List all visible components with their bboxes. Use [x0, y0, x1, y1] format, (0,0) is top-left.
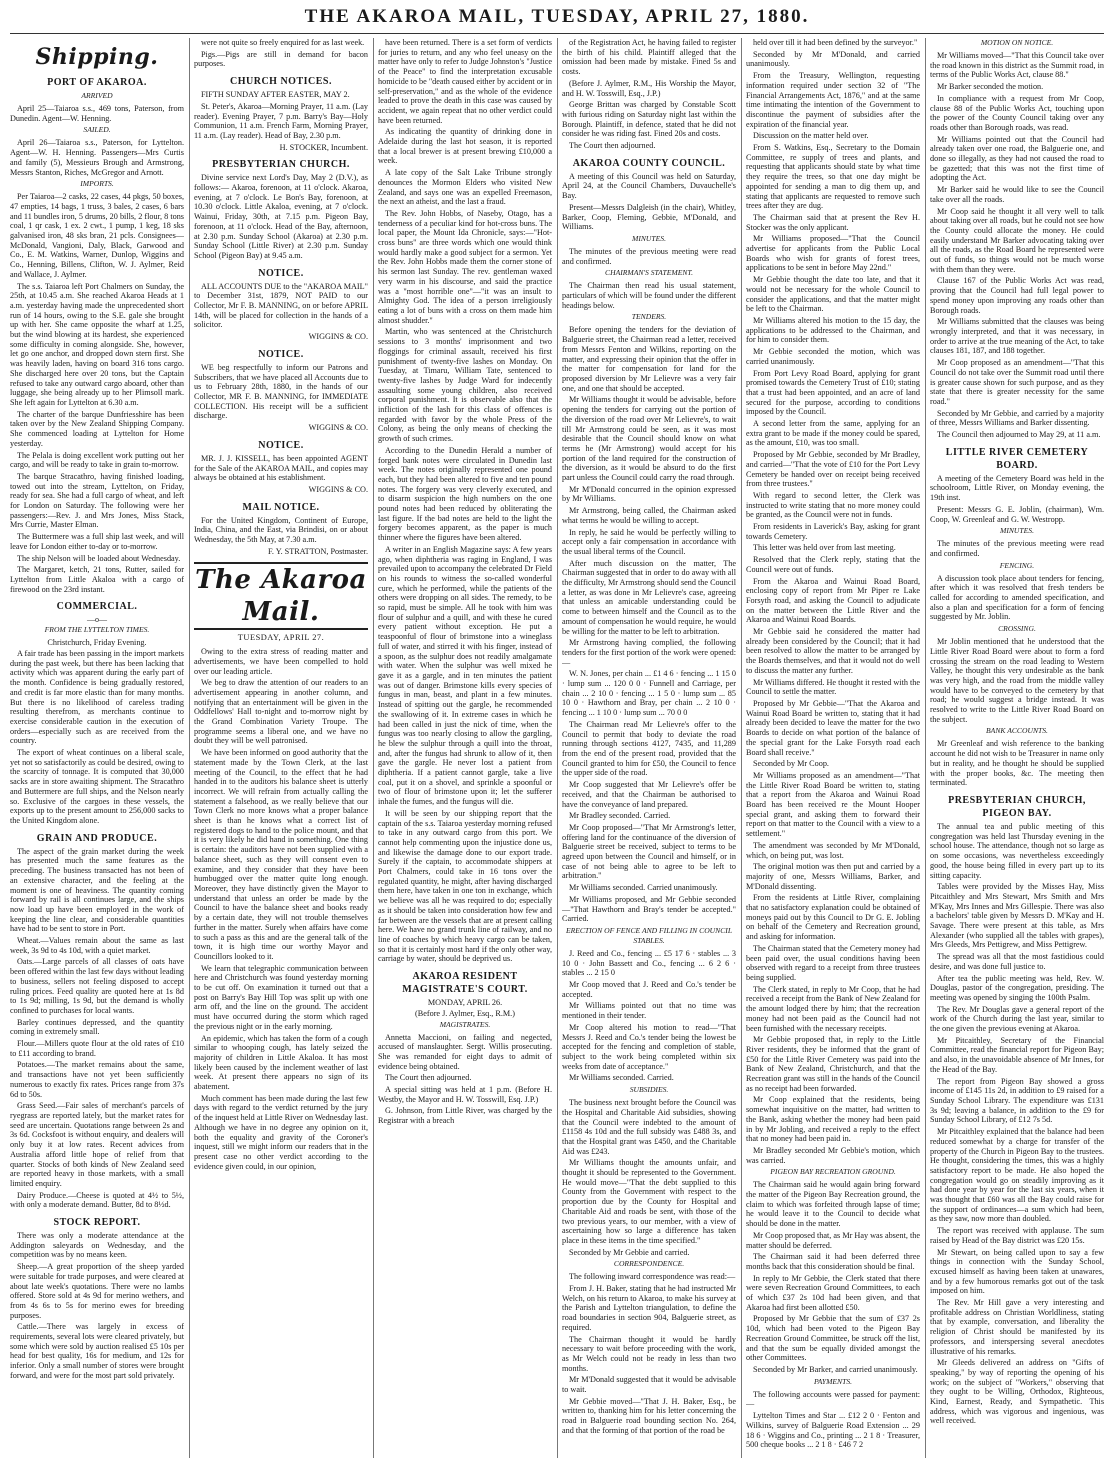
paragraph: The spread was all that the most fastidious could desire, and was done full justice to.	[930, 952, 1104, 971]
paragraph: The report from Pigeon Bay showed a gross income of £145 11s 2d, in addition to £9 raised for a Sunday School Library. The expenditure was £131 3s 9d; leaving a balance, in addition to the £9 for Sunday School Library, of £12 7s 5d.	[930, 1076, 1104, 1125]
paragraph: After much discussion on the matter, The Chairman suggested that in order to do away with all the difficulty, Mr Armstrong should send the Council a letter, as was done in Mr Lelievre's case, agreeing that unless an amicable understanding could be come to between himself and the Council as to the amount of compensation he would require, he would be willing for the matter to be left to arbitration.	[562, 558, 736, 636]
subheading: MAGISTRATES.	[439, 1019, 491, 1029]
paragraph: MR. J. J. KISSELL, has been appointed AGENT for the Sale of the AKAROA MAIL, and copies may always be obtained at his establishment.	[194, 453, 368, 483]
paragraph: George Brittan was charged by Constable Scott with furious riding on Saturday night last within the Borough. Plaintiff, in defence, stated that he did not consider he was riding fast. Fined 20s and costs.	[562, 100, 736, 139]
paragraph: have been returned. There is a set form of verdicts for juries to return, and any who feel uneasy on the matter have only to refer to Judge Johnston's "Justice of the Peace" to find the interpretation excusable homicide to be "death caused either by accident or in self-preservation," and as the whole of the evidence leaded to prove the death in this case was caused by accident, we again repeat that no other verdict could have been returned.	[378, 38, 552, 125]
paragraph: Lyttelton Times and Star ... £12 2 0 · Fenton and Wilkins, survey of Balguerie Road Extension ... 29 18 6 · Wiggins and Co., printing ... 2 1 8 · Treasurer, 500 cheque books ... 2 1 8 · £46 7 2	[746, 1411, 920, 1450]
paragraph: In reply, he said he would be perfectly willing to accept only a fair compensation in accordance with the usual liberal terms of the Council.	[562, 527, 736, 556]
subheading: MINUTES.	[1000, 526, 1034, 536]
paragraph: The report was received with applause. The sum raised by Head of the Bay district was £20 15s.	[930, 1226, 1104, 1245]
paragraph: Grass Seed.—Fair sales of merchant's parcels of ryegrass are reported lately, but the market rates for seed are uncertain. Quotations range between 2s and 3s 6d. Cocksfoot is without enquiry, and dealers will only buy it at low rates. Recent advices from Australia afford little hope of relief from that quarter. Stocks of both kinds of New Zealand seed are reported heavy in those markets, with a small limited enquiry.	[10, 1101, 184, 1188]
paragraph: The ship Nelson will be loaded about Wednesday.	[17, 553, 181, 563]
paragraph: In compliance with a request from Mr Coop, clause 88 of the Public Works Act, touching upon the power of the County Council taking over any roads other than Borough roads, was read.	[930, 93, 1104, 132]
section-heading: PRESBYTERIAN CHURCH.	[212, 159, 350, 171]
paragraph: The following accounts were passed for payment:—	[746, 1389, 920, 1409]
paragraph: Martin, who was sentenced at the Christchurch sessions to 3 months' imprisonment and two floggings for criminal assault, received his first punishment of twenty-five lashes on Monday. On Tuesday, at Timaru, William Tate, sentenced to twenty-five lashes by Judge Ward for indecently assaulting some young children, also received corporal punishment. It is observable also that the infliction of the lash for this class of offences is regarded with favor by the whole Press of the Colony, as being the only means of checking the growth of such crimes.	[378, 327, 552, 444]
column-4	[562, 38, 736, 1458]
paragraph: Mr Coop said he thought it all very well to talk about taking over all roads, but he could not see how the County could allocate the money. He could easily understand Mr Barker advocating taking over all the roads, as the Road Board he represented were out of funds, so things would not be much worse with them than they were.	[930, 206, 1104, 274]
paragraph: Mr M'Donald concurred in the opinion expressed by Mr Williams.	[562, 484, 736, 504]
section-heading: COMMERCIAL.	[56, 601, 138, 613]
newspaper-title: The Akaroa Mail.	[194, 562, 368, 630]
paragraph: Proposed by Mr Gebbie—"That the Akaroa and Wainui Road Board be written to, stating that it had already been decided to leave the matter for the two Boards to decide on what portion of the balance of the special grant for the Lake Forsyth road each Board shall receive."	[746, 699, 920, 757]
paragraph: The annual tea and public meeting of this congregation was held last Thursday evening in the school house. The attendance, though not so large as on some occasions, was nevertheless exceedingly good, the house being filled in every part up to its sitting capacity.	[930, 822, 1104, 880]
subheading: ERECTION OF FENCE AND FILLING IN COUNCIL STABLES.	[565, 925, 733, 945]
paragraph: Before opening the tenders for the deviation of Balguerie street, the Chairman read a letter, received from Messrs Fenton and Wilkins, reporting on the matter, and expressing their opinion that the offer in the matter for compensation for land for the proposed diversion by Mr Lelievre was a very fair one, and one that should be accepted.	[562, 325, 736, 393]
paragraph: Mr Williams thought it would be advisable, before opening the tenders for carrying out the portion of the diversion of the road over Mr Lelievre's, to wait till Mr Armstrong could be seen, as it was most desirable that the Council should know on what terms he (Mr Armstrong) would accept for his portion of the land required for the construction of the diversion, as it would be absurd to do the first part unless the Council could carry the road through.	[562, 395, 736, 483]
paragraph: Mr Coop proposed as an amendment—"That this Council do not take over the Summit road until there is greater cause shown for such purpose, and as they state that there is greater necessity for the same road."	[930, 358, 1104, 406]
subheading: ARRIVED	[81, 91, 113, 100]
paragraph: An epidemic, which has taken the form of a cough similar to whooping cough, has lately seized the majority of children in Little Akaloa. It has most likely been caused by the inclement weather of last week. At present there appears no sign of its abatement.	[194, 1033, 368, 1092]
paragraph: Pigs.—Pigs are still in demand for bacon purposes.	[194, 49, 368, 69]
paragraph: St. Peter's, Akaroa—Morning Prayer, 11 a.m. (Lay reader). Evening Prayer, 7 p.m. Barry's Bay—Holy Communion, 11 a.m. French Farm, Morning Prayer, 11 a.m. (Lay reader). Head of Bay, 2.30 p.m.	[194, 101, 368, 140]
paragraph: Mr Williams moved—"That this Council take over the road known in this district as the Summit road, in terms of the Public Works Act, clause 88."	[930, 51, 1104, 80]
paragraph: A meeting of this Council was held on Saturday, April 24, at the Council Chambers, Duvauchelle's Bay.	[562, 171, 736, 201]
paragraph: From Port Levy Road Board, applying for grant promised towards the Cemetery Trust of £10; stating that a trust had been appointed, and an acre of land secured for the purpose, according to conditions imposed by the Council.	[746, 368, 920, 417]
paragraph: Mr Gebbie moved—"That J. H. Baker, Esq., be written to, thanking him for his letter concerning the road in Balguerie road bounding section No. 264, and that the forming of that portion of the road be	[562, 1396, 736, 1435]
paragraph: The amendment was seconded by Mr M'Donald, which, on being put, was lost.	[746, 840, 920, 860]
paragraph: Mr Coop proposed that, as Mr Hay was absent, the matter should be deferred.	[746, 1230, 920, 1250]
paragraph: A fair trade has been passing in the import markets during the past week, but there has been lacking that activity which was apparent during the early part of the month. Confidence is being gradually restored, and credit is far more elastic than for many months. But there is no likelihood of careless trading resulting therefrom, as merchants continue to exercise considerable caution in the execution of orders—especially such as are received from the country.	[10, 649, 184, 746]
paragraph: A second letter from the same, applying for an extra grant to be made if the money could be spared, as the amount, £10, was too small.	[746, 419, 920, 448]
paragraph: Mr Williams proposed as an amendment—"That the Little River Road Board be written to, stating that a report from the Akaroa and Wainui Road Board has been received re the Mount Hooper special grant, and asking them to forward their report on that matter to the Council with a view to a settlement."	[746, 770, 920, 839]
paragraph: Mr Williams seconded. Carried unanimously.	[569, 883, 718, 893]
section-heading: NOTICE.	[258, 267, 304, 279]
paragraph: Seconded by Mr M'Donald, and carried unanimously.	[746, 49, 920, 69]
paragraph: The Margaret, ketch, 21 tons, Rutter, sailed for Lyttelton from Little Akaloa with a cargo of firewood on the 23rd instant.	[10, 565, 184, 594]
paragraph: Mr Williams pointed out that no time was mentioned in their tender.	[562, 1001, 736, 1021]
column-5	[746, 38, 920, 1458]
paragraph: The Court then adjourned.	[569, 141, 656, 151]
paragraph: The business next brought before the Council was the Hospital and Charitable Aid subsidies, showing that the Council were indebted to the amount of £1158 4s 10d and the full subsidy was £488 3s, and that the Hospital grant was £450, and the Charitable Aid was £243.	[562, 1098, 736, 1156]
paragraph: The Pelala is doing excellent work putting out her cargo, and will be ready to take in grain to-morrow.	[10, 450, 184, 470]
paragraph: Barley continues depressed, and the quantity coming in extremely small.	[10, 1017, 184, 1037]
column-6	[930, 38, 1104, 1458]
paragraph: Present: Messrs G. E. Joblin, (chairman), Wm. Coop, W. Greenleaf and G. W. Westropp.	[930, 504, 1104, 524]
section-heading: AKAROA COUNTY COUNCIL.	[572, 157, 726, 169]
paragraph: Per Taiaroa—2 casks, 22 cases, 44 pkgs, 50 boxes, 47 empties, 14 bags, 1 truss, 3 bales, 2 cases, 6 bars and 11 bundles iron, 5 drums, 20 bills, 2 flour, 8 tons coal, 1 qr cask, 1 ex. 2 cwt., 1 pump, 1 keg, 18 sks galvanised iron, 48 sks bran, 21 pcls. Consignees—McDonald, Vangioni, Daly, Black, Garwood and Co., E. M. Watkins, Warner, Dunlop, Wiggins and Co., Henning, Billens, Clifton, W. J. Aylmer, Reid and Wallace, J. Aylmer.	[10, 192, 184, 279]
paragraph: Mr Williams seconded. Carried.	[569, 1073, 674, 1083]
signature-line: WIGGINS & CO.	[308, 332, 368, 342]
paragraph: Much comment has been made during the last few days with regard to the verdict returned by the jury of the inquest held at Little River on Wednesday last. Although we have in no degree any opinion on it, both the equality and gravity of the Coroner's inquest, still we might inform our readers that in the present case no other verdict according to the evidence given could, in our opinion,	[194, 1093, 368, 1171]
section-heading: PORT OF AKAROA.	[47, 77, 147, 88]
subheading: TENDERS.	[631, 312, 667, 322]
section-heading: PRESBYTERIAN CHURCH, PIGEON BAY.	[948, 795, 1086, 819]
paragraph: This letter was held over from last meeting.	[753, 543, 896, 553]
paragraph: Clause 167 of the Public Works Act was read, proving that the Council had full legal power to spend money upon improving any roads other than Borough roads.	[930, 276, 1104, 315]
paragraph: Mr Williams pointed out that the Council had already taken over one road, the Balguerie one, and done so illegally, as they had not caused the road to be gazetted; that this was not the first time of adopting the Act.	[930, 134, 1104, 183]
centered-line: (Before J. Aylmer, Esq., R.M.)	[415, 1008, 515, 1018]
subheading: IMPORTS.	[80, 179, 114, 189]
subheading: SUBSIDIES.	[629, 1085, 669, 1095]
paragraph: J. Reed and Co., fencing ... £5 17 6 · stables ... 3 10 0 · John Bassett and Co., fencing ... 6 2 6 · stables ... 2 15 0	[562, 948, 736, 978]
paragraph: The charter of the barque Dunfriesshire has been taken over by the New Zealand Shipping Company. She commenced loading at Lyttelton for Home yesterday.	[10, 409, 184, 448]
subheading: BANK ACCOUNTS.	[986, 726, 1048, 736]
paragraph: Mr Williams altered his motion to the 15 day, the applications to be addressed to the Chairman, and for him to consider them.	[746, 315, 920, 345]
paragraph: Present—Messrs Dalgleish (in the chair), Whitley, Barker, Coop, Fleming, Gebbie, M'Donald, and Williams.	[562, 202, 736, 232]
paragraph: We learn that telegraphic communication between here and Christchurch was found yesterday morning to be cut off. On examination it turned out that a post on Barry's Bay Hill Top was split up with one arm off, and the line on the ground. The accident must have occurred during the storm which raged the previous night or in the early morning.	[194, 963, 368, 1031]
paragraph: Divine service next Lord's Day, May 2 (D.V.), as follows:— Akaroa, forenoon, at 11 o'clock. Akaroa, evening, at 7 o'clock. Le Bon's Bay, forenoon, at 10.30 o'clock. Little Akaloa, evening, at 7 o'clock. Wainui, Friday, 30th, at 7.15 p.m. Pigeon Bay, forenoon, at 11 o'clock. Head of the Bay, afternoon, at 2.30 p.m. Sunday School (Akaroa) at 2.30 p.m. Sunday School (Little River) at 2.30 p.m. Sunday School (Pigeon Bay) at 9.45 a.m.	[194, 173, 368, 260]
paragraph: Mr Bradley seconded Mr Gebbie's motion, which was carried.	[746, 1145, 920, 1165]
issue-date: TUESDAY, APRIL 27.	[237, 633, 325, 643]
paragraph: Mr Armstrong having complied, the following tenders for the first portion of the work were opened:—	[562, 638, 736, 667]
paragraph: Flour.—Millers quote flour at the old rates of £10 to £11 according to brand.	[10, 1039, 184, 1058]
column-2	[194, 38, 368, 1458]
paragraph: The Rev. John Hobbs, of Naseby, Otago, has a tenderness of a peculiar kind for hot-cross buns. The local paper, the Mount Ida Chronicle, says:—"Hot-cross buns" are three words which one would think would hardly make a good subject for a sermon. Yet the Rev. John Hobbs made them the corner stone of his sermon last Sunday. The rev. gentleman waxed very warm in his discourse, and said the practice was a "most horrible one"—"it was an insult to Almighty God. The idea of a person irreligiously eating a lot of buns with a cross on them made him almost shudder."	[378, 208, 552, 325]
paragraph: According to the Dunedin Herald a number of forged bank notes were circulated in Dunedin last week. The notes originally represented one pound each, but they had been altered to five and ten pound notes. The forgery was very cleverly executed, and to disarm suspicion the high numbers on the one pound notes had been reduced by obliterating the last figure. If the bad notes are held to the light the forgery becomes apparent, as the paper is much thinner where the figures have been altered.	[378, 445, 552, 543]
paragraph: The Chairman then read his usual statement, particulars of which will be found under the different headings below.	[562, 281, 736, 310]
paragraph: Resolved that the Clerk reply, stating that the Council were out of funds.	[746, 555, 920, 574]
paragraph: Mr Joblin mentioned that he understood that the Little River Road Board were about to form a ford crossing the stream on the road leading to Western Valley, he thought this very undesirable as the bank was very high, and the road from the middle valley would have to be conveyed to the cemetery by that road; he would suggest a bridge instead. It was resolved to write to the Little River Road Board on the subject.	[930, 637, 1104, 724]
centered-line: MONDAY, APRIL 26.	[427, 998, 503, 1008]
paragraph: Mr Greenleaf and wish reference to the banking account he did not wish to be Treasurer in name only but in reality, and he thought he should be supplied with the proper books, &c. The meeting then terminated.	[930, 739, 1104, 788]
paragraph: The Chairman said he would again bring forward the matter of the Pigeon Bay Recreation ground, the claim to which was forfeited through lapse of time; he would leave it to the Council to decide what should be done in the matter.	[746, 1180, 920, 1229]
subheading: FENCING.	[999, 560, 1035, 570]
paragraph: The Chairman read Mr Lelievre's offer to the Council to permit that body to deviate the road running through sections 4127, 7435, and 11,289 from the end of the present road, provided that the Council granted to him for £50, the Council to fence the upper side of the road.	[562, 719, 736, 778]
section-heading: CHURCH NOTICES.	[230, 76, 332, 88]
paragraph: Owing to the extra stress of reading matter and advertisements, we have been compelled to hold over our leading article.	[194, 647, 368, 676]
paragraph: G. Johnson, from Little River, was charged by the Registrar with a breach	[378, 1106, 552, 1126]
paragraph: Mr Williams proposed—"That the Council advertise for applicants from the Public Local Boards who wish for grants of forest trees, applications to be sent in before May 22nd."	[746, 234, 920, 273]
subheading: MINUTES.	[632, 233, 666, 243]
paragraph: Mr Gleeds delivered an address on "Gifts of speaking," by way of reporting the opening of his work; on the subject of "Workers," observing that they ought to be Willing, Orthodox, Righteous, Kind, Earnest, Ready, and Sympathetic. This address, which was vigorous and ingenious, was well received.	[930, 1358, 1104, 1426]
paragraph: Potatoes.—The market remains about the same, and transactions have not yet been sufficiently numerous to exactly fix rates. Prices range from 37s 6d to 50s.	[10, 1060, 184, 1099]
paragraph: From J. H. Baker, stating that he had instructed Mr Welch, on his return to Akaroa, to make his survey at the Parish and Lyttelton triangulation, to define the road boundaries in section 904, Balguerie street, as required.	[562, 1284, 736, 1332]
paragraph: The Chairman said it had been deferred three months back that this consideration should be final.	[746, 1252, 920, 1271]
paragraph: Mr Gebbie thought the date too late, and that it would not be necessary for the whole Council to consider the applications, and that the matter might be left to the Chairman.	[746, 275, 920, 314]
paragraph: There was only a moderate attendance at the Addington saleyards on Wednesday, and the competition was by no means keen.	[10, 1231, 184, 1260]
paragraph: We beg to draw the attention of our readers to an advertisement appearing in another column, and notifying that an entertainment will be given in the Oddfellows' Hall to-night and to-morrow night by the Grand Combination Variety Troupe. The programme seems a liberal one, and we have no doubt they will be well patronised.	[194, 678, 368, 746]
paragraph: The Clerk stated, in reply to Mr Coop, that he had received a receipt from the Bank of New Zealand for the amount lodged there by him; that the recreation money had not been paid as the Council had not been furnished with the necessary receipts.	[746, 984, 920, 1033]
paragraph: Tables were provided by the Misses Hay, Miss Pitcaithley and Mrs Stewart, Mrs Smith and Mrs M'Kay, Mrs Innes and Mrs Gillespie. There was also a bachelors' table given by Messrs D. M'Kay and H. Savage. There were present at this table, as Mrs Alexander (who supplied all the tables with grapes), Mrs Gleeds, Mrs Pettigrew, and Miss Pettigrew.	[930, 882, 1104, 950]
section-heading: AKAROA RESIDENT MAGISTRATE'S COURT.	[402, 971, 528, 996]
subheading: SAILED.	[83, 125, 111, 135]
paragraph: April 25—Taiaroa s.s., 469 tons, Paterson, from Dunedin. Agent—W. Henning.	[10, 104, 184, 123]
paragraph: W. N. Jones, per chain ... £1 4 6 · fencing ... 1 15 0 · lump sum ... 120 0 0 · Funnell and Carriage, per chain ... 2 10 0 · fencing ... 1 5 0 · lump sum ... 85 10 0 · Hawthorn and Bray, per chain ... 2 10 0 · fencing ... 1 10 0 · lump sum ... 70 0 0	[562, 669, 736, 718]
paragraph: held over till it had been defined by the surveyor."	[753, 38, 918, 47]
paragraph: Seconded by Mr Gebbie and carried.	[569, 1247, 690, 1257]
paragraph: A writer in an English Magazine says: A few years ago, when diphtheria was raging in England, I was prevailed upon to accompany the celebrated Dr Field on his rounds to witness the so-called wonderful cure, which he performed, while the patients of the others were dropping on all sides. The remedy, to be so rapid, must be simple. All he took with him was flour of sulphur and a quill, and with these he cured every patient without exception. He put a teaspoonful of flour of brimstone into a wineglass full of water, and stirred it with his finger, instead of a spoon, as the sulphur does not readily amalgamate with water. When the sulphur was well mixed he gave it as a gargle, and in ten minutes the patient was out of danger. Brimstone kills every species of fungus in man, beast, and plant in a few minutes. Instead of spitting out the gargle, he recommended the swallowing of it. In extreme cases in which he had been called in just the nick of time, when the fungus was too nearly closing to allow the gargling, he blew the sulphur through a quill into the throat, and, after the fungus had shrunk to allow of it, then gave the gargle. He never lost a patient from diphtheria. If a patient cannot gargle, take a live coal, put it on a shovel, and sprinkle a spoonful or two of flour of brimstone upon it; let the sufferer inhale the fumes, and the fungus will die.	[378, 544, 552, 807]
paragraph: For the United Kingdom, Continent of Europe, India, China, and the East, via Brindisi, on or about Wednesday, the 5th May, at 7.30 a.m.	[194, 515, 368, 545]
column-3	[378, 38, 552, 1458]
paragraph: Proposed by Mr Gebbie that the sum of £37 2s 10d, which had been voted to the Pigeon Bay Recreation Ground Committee, be struck off the list, and that the sum be equally divided amongst the other Committees.	[746, 1314, 920, 1363]
paragraph: From the Treasury, Wellington, requesting information required under section 32 of "The Financial Arrangements Act, 1876," and at the same time intimating the intention of the Government to discontinue the payment of subsidies after the expiration of the financial year.	[746, 71, 920, 129]
paragraph: Seconded by Mr Gebbie, and carried by a majority of three, Messrs Williams and Barker dissenting.	[930, 408, 1104, 428]
paragraph: A late copy of the Salt Lake Tribune strongly denounces the Mormon Elders who visited New Zealand, and says one was an expelled Freemason, the next an atheist, and the last a fraud.	[378, 168, 552, 207]
paragraph: After tea the public meeting was held, Rev. W. Douglas, pastor of the congregation, presiding. The meeting was opened by singing the 100th Psalm.	[930, 973, 1104, 1002]
paragraph: Proposed by Mr Gebbie, seconded by Mr Bradley, and carried—"That the vote of £10 for the Port Levy Cemetery be handed over on receipt being received from three trustees."	[746, 450, 920, 489]
section-heading: GRAIN AND PRODUCE.	[36, 832, 158, 844]
paragraph: From S. Watkins, Esq., Secretary to the Domain Committee, re supply of trees and plants, and requesting that applicants should state by what time they require the trees, so that one day might be appointed for sending a man to dig them up, and stating that applicants are requested to remove such trees after they are dug.	[746, 143, 920, 211]
paragraph: Mr Gebbie said he considered the matter had already been considered by the Council; that it had been resolved to allow the matter to be arranged by the Boards themselves, and that it would not do well to discuss the matter any further.	[746, 627, 920, 675]
paragraph: The aspect of the grain market during the week has presented much the same features as the preceding. The business transacted has not been of an extensive character, and the feeling at the moment is one of heaviness. The quantity coming forward by rail is all continues large, and the ships now load up have been employed in the work of keeping the line clear, and considerable quantities have had to be sent to store in Port.	[10, 846, 184, 934]
subheading: CROSSING.	[998, 624, 1036, 634]
section-heading: Shipping.	[35, 44, 159, 70]
paragraph: The Buttermere was a full ship last week, and will leave for London either to-day or to-morrow.	[10, 532, 184, 551]
paragraph: Seconded by Mr Coop.	[753, 759, 829, 769]
paragraph: The export of wheat continues on a liberal scale, yet not so satisfactorily as could be desired, owing to the scarcity of tonnage. It is computed that 30,000 sacks are in store awaiting shipment. The Stracathro and Buttermere are full ships, and the Nelson nearly so. Exclusive of the cargoes in these vessels, the exports up to the present amount to 256,000 sacks to the United Kingdom alone.	[10, 748, 184, 825]
section-heading: MAIL NOTICE.	[242, 501, 320, 513]
paragraph: of the Registration Act, he having failed to register the birth of his child. Plaintiff alleged that the omission had been made by mistake. Fined 5s and costs.	[562, 38, 736, 77]
paragraph: Mr Coop suggested that Mr Lelievre's offer be received, and that the Chairman be authorised to have the conveyance of land prepared.	[562, 780, 736, 809]
paragraph: Mr Pitcaithley explained that the balance had been reduced somewhat by a charge for transfer of the property of the Church in Pigeon Bay to the trustees. He thought, considering the times, this was a highly satisfactory report to be made. He also hoped the congregation would go on steadily improving as it had done year by year for the last six years, when it was thought that £60 was all the Bay could raise for the support of ordinances—a sum which had been, as they saw, now more than doubled.	[930, 1127, 1104, 1224]
paragraph: Mr Coop proposed—"That Mr Armstrong's letter, offering land for the continuance of the diversion of Balguerie street be received, subject to terms to be agreed upon between the Council and himself, or in case of not being able to agree to be left to arbitration."	[562, 822, 736, 881]
signature-line: WIGGINS & CO.	[308, 423, 368, 433]
paragraph: Dairy Produce.—Cheese is quoted at 4½ to 5½, with only a moderate demand. Butter, 8d to 8½d.	[10, 1190, 184, 1210]
signature-line: F. Y. STRATTON, Postmaster.	[268, 546, 368, 556]
paragraph: Mr Williams differed. He thought it rested with the Council to settle the matter.	[746, 677, 920, 697]
paragraph: Mr M'Donald suggested that it would be advisable to wait.	[562, 1375, 736, 1395]
paragraph: The Rev. Mr Douglas gave a general report of the work of the Church during the last year, similar to the one given the previous evening at Akaroa.	[930, 1004, 1104, 1034]
paragraph: Oats.—Large parcels of all classes of oats have been offered within the last few days without leading to business, sellers not feeling disposed to accept ruling prices. Feed quality are quoted here at 1s 8d to 1s 9d; milling, 1s 9d, but the demand is wholly confined to purchases for local wants.	[10, 957, 184, 1015]
paragraph: Mr Coop altered his motion to read—"That Messrs J. Reed and Co.'s tender being the lowest be accepted for the fencing and completion of stable, subject to the work being completed within six weeks from date of acceptance."	[562, 1022, 736, 1071]
paragraph: Mr Gebbie proposed that, in reply to the Little River residents, they be informed that the grant of £50 for the Little River Cemetery was paid into the Bank of New Zealand, Christchurch, and that the Recreation grant was still in the hands of the Council as no receipt had been forwarded.	[746, 1035, 920, 1093]
subheading: PIGEON BAY RECREATION GROUND.	[770, 1167, 896, 1177]
paragraph: ALL ACCOUNTS DUE to the "AKAROA MAIL" to December 31st, 1879, NOT PAID to our Collector, Mr F. B. MANNING, on or before APRIL 14th, will be placed for collection in the hands of a solicitor.	[194, 281, 368, 330]
section-heading: NOTICE.	[258, 439, 304, 451]
masthead-rule	[10, 33, 1104, 34]
subheading: FROM THE LYTTELTON TIMES.	[44, 625, 150, 635]
paragraph: As indicating the quantity of drinking done in Adelaide during the last hot season, it is reported that a local brewer is at present brewing £10,000 a week.	[378, 127, 552, 166]
paragraph: Seconded by Mr Barker, and carried unanimously.	[753, 1365, 918, 1374]
newspaper-masthead: THE AKAROA MAIL, TUESDAY, APRIL 27, 1880.	[304, 6, 810, 27]
paragraph: The Council then adjourned to May 29, at 11 a.m.	[937, 430, 1101, 440]
paragraph: The barque Stracathro, having finished loading, towed out into the stream, Lyttelton, on Friday, ready for sea. She had a full cargo of wheat, and left for London on Saturday. The following were her passengers:—Rev. J. and Mrs Jones, Miss Stack, Mrs Currie, Master Elman.	[10, 471, 184, 530]
section-heading: NOTICE.	[258, 348, 304, 360]
paragraph: Mr Bradley seconded. Carried.	[569, 811, 671, 821]
signature-line: H. STOCKER, Incumbent.	[279, 142, 368, 152]
subheading: CHAIRMAN'S STATEMENT.	[605, 268, 693, 278]
paragraph: Mr Williams submitted that the clauses was being wrongly interpreted, and that it was necessary, in order to arrive at the true meaning of the Act, to take clauses 181, 187, and 188 together.	[930, 317, 1104, 356]
paragraph: Discussion on the matter held over.	[753, 131, 869, 141]
paragraph: Mr Gebbie seconded the motion, which was carried unanimously.	[746, 347, 920, 366]
paragraph: Mr Armstrong, being called, the Chairman asked what terms he would be willing to accept.	[562, 506, 736, 525]
paragraph: With regard to second letter, the Clerk was instructed to write stating that no more money could be granted, as the Council were not in funds.	[746, 490, 920, 520]
paragraph: A meeting of the Cemetery Board was held in the schoolroom, Little River, on Monday evening, the 19th inst.	[930, 473, 1104, 503]
paragraph: The minutes of the previous meeting were read and confirmed.	[562, 246, 736, 266]
subheading: MOTION ON NOTICE.	[980, 38, 1054, 47]
paragraph: Mr Pitcaithley, Secretary of the Financial Committee, read the financial report for Pigeon Bay; and also, in the unavoidable absence of Mr Innes, for the Head of the Bay.	[930, 1035, 1104, 1074]
paragraph: In reply to Mr Gebbie, the Clerk stated that there were seven Recreation Ground Committees, to each of which £37 2s 10d had been given, and that Akaroa had first been allotted £50.	[746, 1273, 920, 1312]
paragraph: Cattle.—There was largely in excess of requirements, several lots were cleared privately, but some which were sold by auction realised £5 10s per head for best quality, 16s for medium, and 12s for inferior. Only a small number of stores were brought forward, and were for the most part sold privately.	[10, 1322, 184, 1380]
page-columns	[10, 38, 1104, 1458]
paragraph: The original motion was then put and carried by a majority of one, Messrs Williams, Barker, and M'Donald dissenting.	[746, 862, 920, 891]
paragraph: The following inward correspondence was read:—	[569, 1272, 736, 1282]
paragraph: were not quite so freely enquired for as last week.	[201, 38, 365, 47]
paragraph: From the Akaroa and Wainui Road Board, enclosing copy of report from Mr Piper re Lake Forsyth road, and asking the Council to adjudicate on the matter between the Little River and the Akaroa and Wainui Road Boards.	[746, 576, 920, 625]
paragraph: A special sitting was held at 1 p.m. (Before H. Westby, the Mayor and H. W. Tosswill, Esq. J.P.)	[378, 1085, 552, 1104]
paragraph: Mr Stewart, on being called upon to say a few things in connection with the Sunday School, excused himself as having been taken at unawares, and by a few humorous remarks got out of the task imposed on him.	[930, 1247, 1104, 1296]
subheading: PAYMENTS.	[813, 1376, 853, 1386]
paragraph: Mr Williams thought the amounts unfair, and thought it should be represented to the Government. He would move—"That the debt supplied to this County from the Government with respect to the proportion due by the County for Hospital and Charitable Aid and roads be sent, with those of the two previous years, to our member, with a view of ascertaining how so large a difference has taken place in these items in the time specified."	[562, 1158, 736, 1245]
paragraph: The minutes of the previous meeting were read and confirmed.	[930, 539, 1104, 558]
centered-line: Christchurch, Friday Evening.	[47, 638, 147, 648]
paragraph: Mr Coop moved that J. Reed and Co.'s tender be accepted.	[562, 980, 736, 999]
paragraph: Mr Barker said he would like to see the Council take over all the roads.	[930, 185, 1104, 204]
paragraph: We have been informed on good authority that the statement made by the Town Clerk, at the last meeting of the Council, to the effect that he had handed in to the auditors his balance sheet is utterly incorrect. We will refrain from actually calling the statement a falsehood, as we really believe that our Town Clerk no more knows what a proper balance sheet is than he knows what a correct list of registered dogs to hand to the police mount, and that it is very likely he did hand in something. One thing is certain: the auditors have not been supplied with a balance sheet, such as they will consent even to examine, and they consider that they have been humbugged over the matter quite long enough. Moreover, they have distinctly given the Mayor to understand that unless an order be made by the Council to have the balance sheet and books ready by a certain date, they will not trouble themselves further in the matter. Surely when affairs have come to such a pass as this and are the general talk of the town, it is high time our worthy Mayor and Councillors looked to it.	[194, 748, 368, 961]
paragraph: Mr Barker seconded the motion.	[937, 82, 1044, 92]
paragraph: The s.s. Taiaroa left Port Chalmers on Sunday, the 25th, at 10.45 a.m. She reached Akaroa Heads at 1 a.m. yesterday having made the unprecedented short run of 14 hours, owing to the S.E. gale she brought up with her. She came opposite the wharf at 1.25, but the wind blowing at its hardest, she experienced some difficulty in coming alongside. She, however, let go one anchor, and dropped down stern first. She was heavily laden, having on board 316 tons cargo. She discharged here over 20 tons, but the Captain refused to take any outward cargo aboard, other than luggage, she being already up to her Plimsoll mark. She left again for Lyttelton at 6.30 a.m.	[10, 281, 184, 407]
paragraph: Annetta Maccioni, on failing and negected, accused of manslaughter. Sergt. Willis prosecuting. She was remanded for eight days to admit of evidence being obtained.	[378, 1032, 552, 1071]
paragraph: From the residents at Little River, complaining that no satisfactory explanation could be obtained of moneys paid out by this Council to Dr G. E. Jobling on behalf of the Cemetery and Recreation ground, and asking for information.	[746, 893, 920, 942]
section-heading: LITTLE RIVER CEMETERY BOARD.	[945, 446, 1089, 471]
paragraph: The Chairman stated that the Cemetery money had been paid over, the usual conditions having been observed with regard to a receipt from three trustees being supplied.	[746, 943, 920, 982]
paragraph: The Rev. Mr Hill gave a very interesting and profitable address on Christian Worldliness, stating that by example, conversation, and liberality the religion of Christ should be manifested by its professors, and interspersing several anecdotes illustrative of his remarks.	[930, 1298, 1104, 1356]
separator: —o—	[87, 615, 107, 625]
section-heading: STOCK REPORT.	[53, 1217, 141, 1229]
paragraph: From residents in Laverick's Bay, asking for grant towards Cemetery.	[746, 522, 920, 541]
paragraph: FIFTH SUNDAY AFTER EASTER, MAY 2.	[201, 90, 350, 100]
paragraph: April 26—Taiaroa s.s., Paterson, for Lyttelton. Agent—W. H. Henning. Passengers—Mrs Curtis and family (5), Messieurs Brough and Armstrong, Messrs Stanton, Riches, McGregor and Arnott.	[10, 138, 184, 177]
paragraph: The Chairman said that at present the Rev H. Stocker was the only applicant.	[746, 212, 920, 232]
paragraph: The Court then adjourned.	[385, 1073, 472, 1083]
paragraph: Wheat.—Values remain about the same as last week, 3s 9d to 4s 10d, with a quiet market.	[10, 936, 184, 955]
signature-line: WIGGINS & CO.	[308, 484, 368, 494]
paragraph: The Chairman thought it would be hardly necessary to wait before proceeding with the work, as Mr Welch could not be ready in less than two months.	[562, 1334, 736, 1373]
subheading: CORRESPONDENCE.	[613, 1259, 685, 1269]
paragraph: (Before J. Aylmer, R.M., His Worship the Mayor, and H. W. Tosswill, Esq., J.P.)	[562, 78, 736, 98]
column-1	[10, 38, 184, 1458]
paragraph: WE beg respectfully to inform our Patrons and Subscribers, that we have placed all Accounts due to us to February 28th, 1880, in the hands of our Collector, MR F. B. MANNING, for IMMEDIATE COLLECTION. His receipt will be a sufficient discharge.	[194, 362, 368, 421]
paragraph: Mr Coop explained that the residents, being somewhat inquisitive on the matter, had written to the Bank, asking whether the money had been paid in by Mr Jobling, and received a reply to the effect that no money had been paid in.	[746, 1095, 920, 1144]
paragraph: It will be seen by our shipping report that the captain of the s.s. Taiaroa yesterday morning refused to take in any outward cargo from this port. We cannot help commenting upon the injustice done us, and likewise the damage done to our export trade. Surely if the captain, to accommodate shippers at Port Chalmers, could take in 16 tons over the regulated quantity, he might, after having discharged them here, have taken in one ton in exchange, which we believe was all he was required to do; especially as it should be taken into consideration how few and far between are the vessels that are at present calling here. We have no grand trunk line of railway, and no line of coaches by which heavy cargo can be taken, so that it is certainly most hard if the only other way, carriage by water, should be deprived us.	[378, 808, 552, 964]
paragraph: A discussion took place about tenders for fencing, after which it was resolved that fresh tenders be called for according to amended specification, and also a plan and specification for a form of fencing suggested by Mr. Joblin.	[930, 573, 1104, 622]
paragraph: Sheep.—A great proportion of the sheep yarded were suitable for trade purposes, and were cleared at about late week's quotations. There were no lambs offered. Store sold at 4s 9d for merino wethers, and from 4s 6s to 5s for merino ewes for breeding purposes.	[10, 1262, 184, 1320]
paragraph: Mr Williams proposed, and Mr Gebbie seconded—"That Hawthorn and Bray's tender be accepted." Carried.	[562, 894, 736, 924]
